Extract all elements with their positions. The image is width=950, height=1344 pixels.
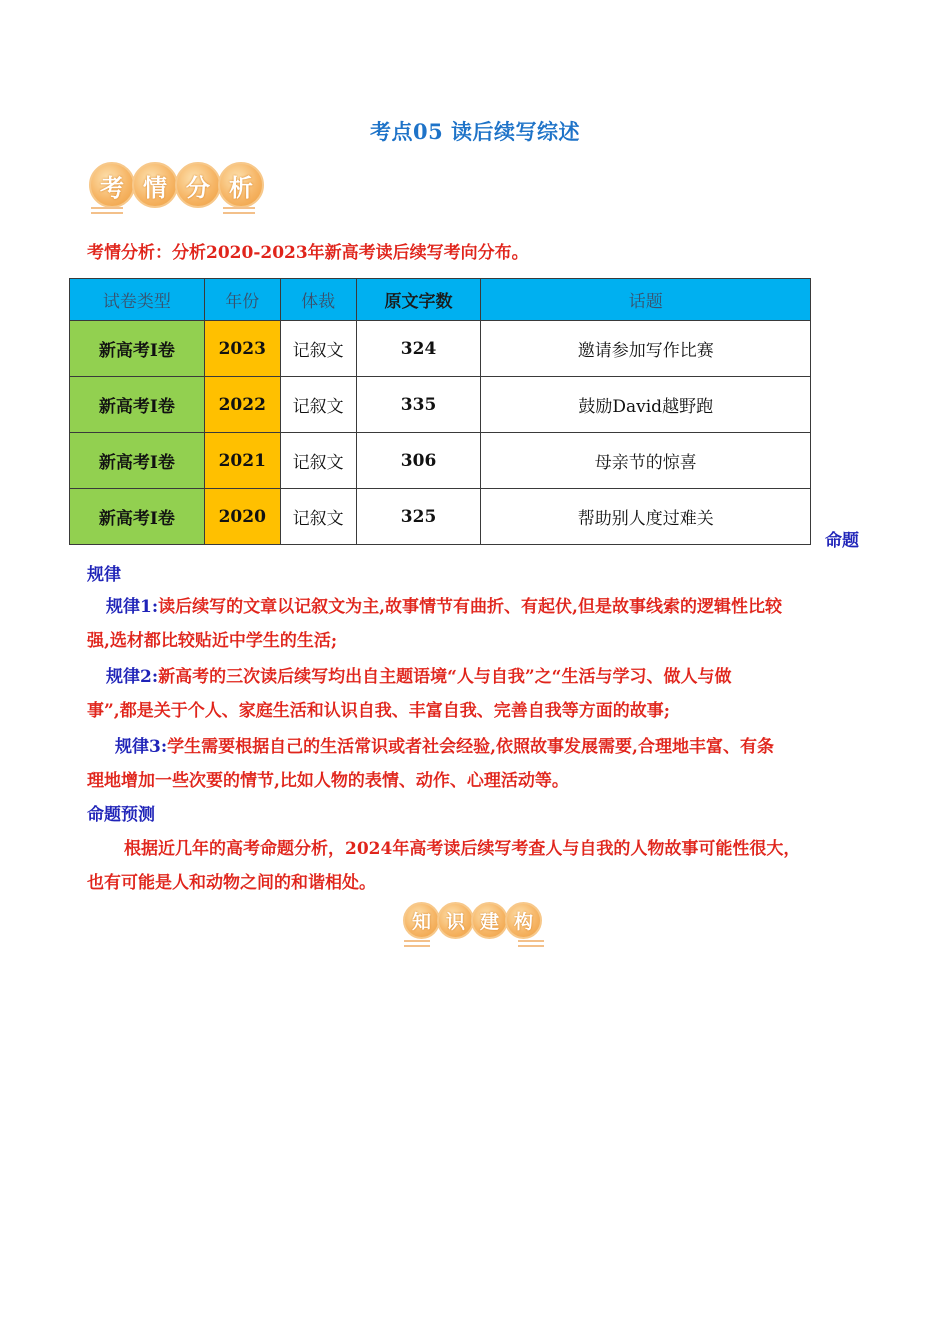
rule-1-text: 读后续写的文章以记叙文为主,故事情节有曲折、有起伏,但是故事线索的逻辑性比较 xyxy=(158,597,782,617)
cell-year: 2023 xyxy=(204,321,280,377)
badge-char: 构 xyxy=(505,902,542,939)
cell-word-count: 335 xyxy=(356,377,481,433)
rule-1-line1 xyxy=(106,590,782,624)
cell-topic: 邀请参加写作比赛 xyxy=(481,321,811,377)
page-title: 考点05 读后续写综述 xyxy=(369,119,581,144)
badge-underline-right xyxy=(223,207,255,217)
cell-genre: 记叙文 xyxy=(280,489,356,545)
badge-underline-right xyxy=(518,940,544,950)
cell-paper-type: 新高考I卷 xyxy=(70,377,205,433)
prediction-line1: 根据近几年的高考命题分析，2024年高考读后续写考查人与自我的人物故事可能性很大， xyxy=(124,839,801,859)
rule-2-line2: 事”,都是关于个人、家庭生活和认识自我、丰富自我、完善自我等方面的故事; xyxy=(87,701,670,721)
header-year: 年份 xyxy=(204,279,280,321)
prediction-line2: 也有可能是人和动物之间的和谐相处。 xyxy=(87,873,376,893)
badge-char: 知 xyxy=(403,902,440,939)
badge-char: 识 xyxy=(437,902,474,939)
badge-char: 析 xyxy=(218,162,264,208)
cell-year: 2020 xyxy=(204,489,280,545)
cell-genre: 记叙文 xyxy=(280,321,356,377)
cell-year: 2021 xyxy=(204,433,280,489)
cell-topic: 帮助别人度过难关 xyxy=(481,489,811,545)
table-row xyxy=(70,433,811,489)
rules-heading-part1: 命题 xyxy=(825,531,859,551)
rule-1-label: 规律1: xyxy=(106,597,159,617)
cell-year: 2022 xyxy=(204,377,280,433)
table-row xyxy=(70,489,811,545)
rule-2-label: 规律2: xyxy=(106,667,159,687)
prediction-heading: 命题预测 xyxy=(87,805,155,825)
table-header-row xyxy=(70,279,811,321)
badge-char: 情 xyxy=(132,162,178,208)
rule-3-line2: 理地增加一些次要的情节,比如人物的表情、动作、心理活动等。 xyxy=(87,771,569,791)
badge-char: 考 xyxy=(89,162,135,208)
header-paper-type: 试卷类型 xyxy=(70,279,205,321)
cell-word-count: 325 xyxy=(356,489,481,545)
cell-topic: 母亲节的惊喜 xyxy=(481,433,811,489)
badge-underline-left xyxy=(91,207,123,217)
rule-3-label: 规律3: xyxy=(115,737,168,757)
rule-2-text: 新高考的三次读后续写均出自主题语境“人与自我”之“生活与学习、做人与做 xyxy=(158,667,732,687)
rule-3-line1 xyxy=(115,730,774,764)
cell-genre: 记叙文 xyxy=(280,377,356,433)
cell-genre: 记叙文 xyxy=(280,433,356,489)
cell-topic: 鼓励David越野跑 xyxy=(481,377,811,433)
header-word-count: 原文字数 xyxy=(356,279,481,321)
header-genre: 体裁 xyxy=(280,279,356,321)
rules-heading-part2: 规律 xyxy=(87,565,121,585)
table-row xyxy=(70,321,811,377)
cell-paper-type: 新高考I卷 xyxy=(70,489,205,545)
section-badge-knowledge xyxy=(403,902,539,939)
analysis-heading: 考情分析：分析2020-2023年新高考读后续写考向分布。 xyxy=(87,243,529,263)
section-badge-analysis xyxy=(89,162,261,208)
rule-3-text: 学生需要根据自己的生活常识或者社会经验,依照故事发展需要,合理地丰富、有条 xyxy=(167,737,774,757)
cell-paper-type: 新高考I卷 xyxy=(70,321,205,377)
badge-char: 建 xyxy=(471,902,508,939)
exam-distribution-table xyxy=(69,278,811,545)
cell-word-count: 324 xyxy=(356,321,481,377)
badge-underline-left xyxy=(404,940,430,950)
cell-paper-type: 新高考I卷 xyxy=(70,433,205,489)
table-row xyxy=(70,377,811,433)
badge-char: 分 xyxy=(175,162,221,208)
rule-1-line2: 强,选材都比较贴近中学生的生活; xyxy=(87,631,338,651)
cell-word-count: 306 xyxy=(356,433,481,489)
rule-2-line1 xyxy=(106,660,731,694)
header-topic: 话题 xyxy=(481,279,811,321)
